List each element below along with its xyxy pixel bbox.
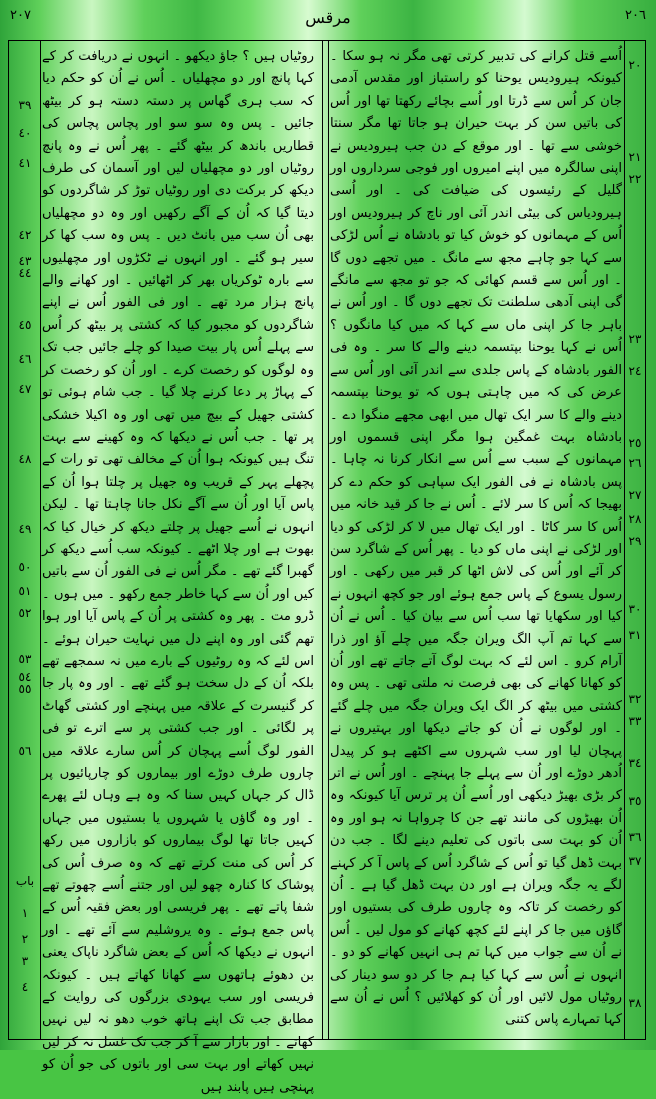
- verse-number: ٣٨: [628, 996, 642, 1010]
- verse-number: ٣: [21, 954, 29, 968]
- verse-number: ٥١: [18, 584, 32, 598]
- verse-text: بادشاہ بہت غمگین ہوا مگر اپنی قسموں اور مہمانوں کے سبب سے اُس سے انکار کرنا نہ چاہا ۔: [330, 429, 622, 468]
- verse-text: اور کھانے والے پانچ ہزار مرد تھے ۔: [42, 273, 314, 311]
- verse-text: پس بادشاہ نے فی الفور ایک سپاہی کو حکم دے کر بھیجا کہ اُس کا سر لائے ۔ اُس نے جا کر قید خانہ میں اُس کا سر کاٹا ۔: [330, 474, 623, 535]
- verse-number: ٢٦: [628, 456, 642, 470]
- verse-number: ٣٣: [628, 714, 642, 728]
- verse-number: ٤٨: [18, 452, 32, 466]
- verse-text: اُس نے اُن کو حکم دیا کہ سب ہری گھاس پر دستہ دستہ ہو کر بیٹھ جائیں ۔: [42, 71, 314, 132]
- text-column-left: [42, 46, 315, 1095]
- verse-number: باب: [15, 874, 35, 888]
- verse-number: ٣١: [628, 628, 642, 642]
- verse-text: کیونکہ سب اُسے دیکھ کر گھبرا گئے تھے ۔ مگر اُس نے فی الفور اُن سے باتیں کیں اور اُن سے کہا خاطر جمع رکھو ۔ میں ہوں ۔ ڈرو مت ۔: [42, 541, 314, 625]
- verse-number: ٤٣: [18, 254, 32, 268]
- verse-number: ٤٢: [18, 228, 32, 242]
- verse-number: ٣٤: [628, 756, 642, 770]
- verse-number: ٣٢: [628, 692, 642, 706]
- verse-number: ٤٦: [18, 352, 32, 366]
- verse-text: پھر اُس نے وہ پانچ روٹیاں اور دو مچھلیاں لیں اور آسمان کی طرف دیکھ کر برکت دی اور روٹیاں توڑ کر شاگردوں کو دیتا گیا کہ اُن کے آگے رکھیں اور وہ دو مچھلیاں بھی اُن سب میں بانٹ دیں ۔: [42, 138, 314, 244]
- verse-text: اس لئے کہ وہ روٹیوں کے بارے میں نہ سمجھے تھے بلکہ اُن کے دل سخت ہو گئے تھے ۔: [42, 653, 314, 692]
- verse-text: اور انہوں نے ٹکڑوں اور مچھلیوں سے بارہ ٹوکریاں بھر کر اٹھائیں ۔: [42, 250, 314, 289]
- text-column-right: [330, 46, 622, 1036]
- verse-text: پس وہ سب کھا کر سیر ہو گئے ۔: [42, 228, 315, 266]
- verse-number: ٢٤: [628, 364, 642, 378]
- verse-number: ٢٥: [628, 436, 642, 450]
- verse-text: اور لوگوں نے اُن کو جاتے دیکھا اور بہتیروں نے پہچان لیا اور سب شہروں سے اکٹھے ہو کر پیدل اُدھر دوڑے اور اُن سے پہلے جا پہنچے ۔: [330, 721, 622, 781]
- verse-text: اور اُس نے باہر جا کر اپنی ماں سے کہا کہ میں کیا مانگوں ؟ اُس نے کہا یوحنا بپتسمہ دینے والے کا سر ۔ وہ فی الفور بادشاہ کے پاس جلدی سے اندر آئی اور اُس سے عرض کی کہ میں چاہتی ہوں کہ تو یوحنا بپتسمہ دینے والے کا سر ایک تھال میں ابھی مجھے منگوا دے ۔: [330, 295, 622, 423]
- divider-center-double: [328, 40, 329, 1040]
- verse-text: اور رسول یسوع کے پاس جمع ہوئے اور جو کچھ انہوں نے کیا اور سکھایا تھا سب اُس سے بیان کیا ۔: [330, 564, 622, 625]
- verse-number: ٤٧: [18, 382, 32, 396]
- verse-number: ٢٩: [628, 534, 642, 548]
- verse-number: ٢١: [628, 150, 642, 164]
- verse-number: ٢٢: [628, 172, 642, 186]
- verse-number: ٣٧: [628, 854, 642, 868]
- verse-text: اور فی الفور اُس نے اپنے شاگردوں کو مجبور کیا کہ کشتی پر بیٹھ کر اُس سے پہلے اُس پار بیت صیدا کو چلے جائیں جب تک وہ لوگوں کو رخصت کرے ۔: [42, 295, 314, 378]
- page-number-right: ٢٠٦: [625, 8, 646, 23]
- verse-numbers-left: [10, 46, 40, 1036]
- verse-text: اور موقع کے دن جب ہیرودیس نے اپنی سالگرہ میں اپنے امیروں اور فوجی سرداروں اور گلیل کے رئیسوں کی ضیافت کی ۔: [330, 138, 622, 199]
- verse-numbers-right: [624, 46, 646, 1036]
- verse-text: اور اُس سے قسم کھائی کہ جو تو مجھ سے مانگے گی اپنی آدھی سلطنت تک تجھے دوں گا ۔: [330, 273, 623, 311]
- page-number-left: ٢٠٧: [10, 8, 31, 23]
- book-title: مرقس: [305, 8, 351, 27]
- verse-number: ٣٦: [628, 830, 642, 844]
- verse-number: ٤٥: [18, 318, 32, 332]
- verse-number: ٢٨: [628, 512, 642, 526]
- verse-text: اُس نے اُن سے جواب میں کہا تم ہی انہیں کھانے کو دو ۔: [330, 922, 622, 961]
- verse-text: اور اُن کو رخصت کر کے پہاڑ پر دعا کرنے چلا گیا ۔: [42, 362, 314, 401]
- divider-left-margin: [40, 40, 41, 1040]
- verse-text: روٹیاں ہیں ؟ جاؤ دیکھو ۔ انہوں نے دریافت کر کے کہا پانچ اور دو مچھلیاں ۔: [42, 49, 314, 87]
- verse-text: پھر وہ کشتی پر اُن کے پاس آیا اور ہوا تھم گئی اور وہ اپنے دل میں نہایت حیران ہوئے ۔: [42, 609, 314, 647]
- verse-number: ٣٠: [628, 602, 642, 616]
- verse-text: اور وہ پار جا کر گنیسرت کے علاقہ میں پہنچے اور کشتی گھاٹ پر لگائی ۔: [42, 676, 315, 737]
- verse-text: اور بازار سے آ کر جب تک غسل نہ کر لیں نہیں کھاتے اور بہت سی اور باتوں کی جو اُن کو پہنچی ہیں پابند ہیں: [42, 1034, 314, 1095]
- page-header: [0, 0, 656, 40]
- verse-text: لیکن انہوں نے اُسے جھیل پر چلتے دیکھ کر خیال کیا کہ بھوت ہے اور چلا اٹھے ۔: [42, 497, 315, 557]
- verse-text: کیونکہ فریسی اور سب یہودی بزرگوں کی روایت کے مطابق جب تک اپنے ہاتھ خوب دھو نہ لیں نہیں کھاتے ۔: [42, 967, 314, 1050]
- verse-number: ٤٤: [18, 266, 32, 280]
- verse-number: ٢٠: [628, 58, 642, 72]
- verse-number: ٤: [21, 980, 29, 994]
- verse-number: ٥٦: [18, 744, 32, 758]
- verse-text: پس وہ کشتی میں بیٹھ کر الگ ایک ویران جگہ میں چلے گئے ۔: [330, 676, 623, 737]
- verse-text: اُسے قتل کرانے کی تدبیر کرتی تھی مگر نہ ہو سکا ۔ کیونکہ ہیرودیس یوحنا کو راستباز اور مقدس آدمی جان کر اُس سے ڈرتا اور اُسے بچائے رکھتا تھا اور اُس کی باتیں سن کر بہت حیران ہو جاتا تھا مگر سنتا خوشی سے تھا ۔: [330, 49, 622, 154]
- verse-number: ٢٧: [628, 488, 642, 502]
- verse-text: انہوں نے اُس سے کہا کیا ہم جا کر دو سو دینار کی روٹیاں مول لائیں اور اُن کو کھلائیں ؟: [330, 967, 622, 1006]
- divider-center: [322, 40, 323, 1040]
- verse-number: ٥٢: [18, 606, 32, 620]
- verse-text: پھر فریسی اور بعض فقیہ اُس کے پاس جمع ہوئے ۔ وہ یروشلیم سے آئے تھے ۔: [42, 900, 314, 938]
- verse-text: اُس نے اُن سے کہا تم آپ الگ ویران جگہ میں چلے آؤ اور ذرا آرام کرو ۔ اس لئے کہ بہت لوگ آتے جاتے تھے اور اُن کو کھانا کھانے کی بھی فرصت نہ ملتی تھی ۔: [330, 609, 622, 692]
- verse-text: اور انہوں نے دیکھا کہ اُس کے بعض شاگرد ناپاک یعنی بن دھوئے ہاتھوں سے کھانا کھاتے ہیں ۔: [42, 922, 314, 983]
- verse-text: جب شام ہوئی تو کشتی جھیل کے بیچ میں تھی اور وہ اکیلا خشکی پر تھا ۔: [42, 385, 314, 445]
- verse-text: اور ایک تھال میں لا کر لڑکی کو دیا اور لڑکی نے اپنی ماں کو دیا ۔: [330, 519, 622, 557]
- verse-number: ٥٣: [18, 652, 32, 666]
- verse-text: اور جب کشتی پر سے اترے تو فی الفور لوگ اُسے پہچان کر اُس سارے علاقہ میں چاروں طرف دوڑے اور بیماروں کو چارپائیوں پر ڈال کر جہاں کہیں سنا کہ وہ ہے وہاں لئے پھرے ۔: [42, 721, 314, 826]
- verse-text: جب دن بہت ڈھل گیا تو اُس کے شاگرد اُس کے پاس آ کر کہنے لگے یہ جگہ ویران ہے اور دن بہت ڈھل گیا ہے ۔: [330, 833, 622, 894]
- verse-text: اور وہ گاؤں یا شہروں یا بستیوں میں جہاں کہیں جاتا تھا لوگ بیماروں کو بازاروں میں رکھ کر اُس کی منت کرتے تھے کہ وہ صرف اُس کی پوشاک کا کنارہ چھو لیں اور جتنے اُسے چھوتے تھے شفا پاتے تھے ۔: [42, 810, 314, 916]
- verse-text: اُس نے اُن سے کہا تمہارے پاس کتنی: [330, 990, 622, 1028]
- verse-number: ٣٩: [18, 98, 32, 112]
- verse-text: اور اُسی ہیرودیاس کی بیٹی اندر آئی اور ناچ کر ہیرودیس اور اُس کے مہمانوں کو خوش کیا تو بادشاہ نے اُس لڑکی سے کہا جو چاہے مجھ سے مانگ ۔ میں تجھے دوں گا ۔: [330, 183, 622, 289]
- verse-number: ٥٥: [18, 682, 32, 696]
- verse-text: اُن کو رخصت کر تاکہ وہ چاروں طرف کی بستیوں اور گاؤں میں جا کر اپنے لئے کچھ کھانے کو مول لیں ۔: [330, 878, 622, 938]
- verse-number: ٤١: [18, 156, 32, 170]
- verse-number: ٣٥: [628, 794, 642, 808]
- verse-number: ٤٩: [18, 522, 32, 536]
- verse-number: ١: [21, 906, 29, 920]
- verse-text: پس وہ سو سو اور پچاس پچاس کی قطاریں باندھ کر بیٹھ گئے ۔: [42, 116, 314, 154]
- verse-text: اور اُس نے اتر کر بڑی بھیڑ دیکھی اور اُسے اُن پر ترس آیا کیونکہ وہ اُن بھیڑوں کی مانند تھے جن کا چرواہا نہ ہو اور وہ اُن کو بہت سی باتوں کی تعلیم دینے لگا ۔: [330, 766, 622, 849]
- verse-number: ٢: [21, 932, 29, 946]
- verse-number: ٥٠: [18, 560, 32, 574]
- verse-text: جب اُس نے دیکھا کہ وہ کھینے سے بہت تنگ ہیں کیونکہ ہوا اُن کے مخالف تھی تو رات کے پچھلے پہر کے قریب وہ جھیل پر چلتا ہوا اُن کے پاس آیا اور اُن سے آگے نکل جانا چاہتا تھا ۔: [42, 429, 314, 513]
- verse-number: ٢٣: [628, 332, 642, 346]
- verse-text: پھر اُس کے شاگرد سن کر آئے اور اُس کی لاش اٹھا کر قبر میں رکھی ۔: [330, 541, 622, 580]
- verse-number: ٤٠: [18, 126, 32, 140]
- verse-number: ٥٤: [18, 670, 32, 684]
